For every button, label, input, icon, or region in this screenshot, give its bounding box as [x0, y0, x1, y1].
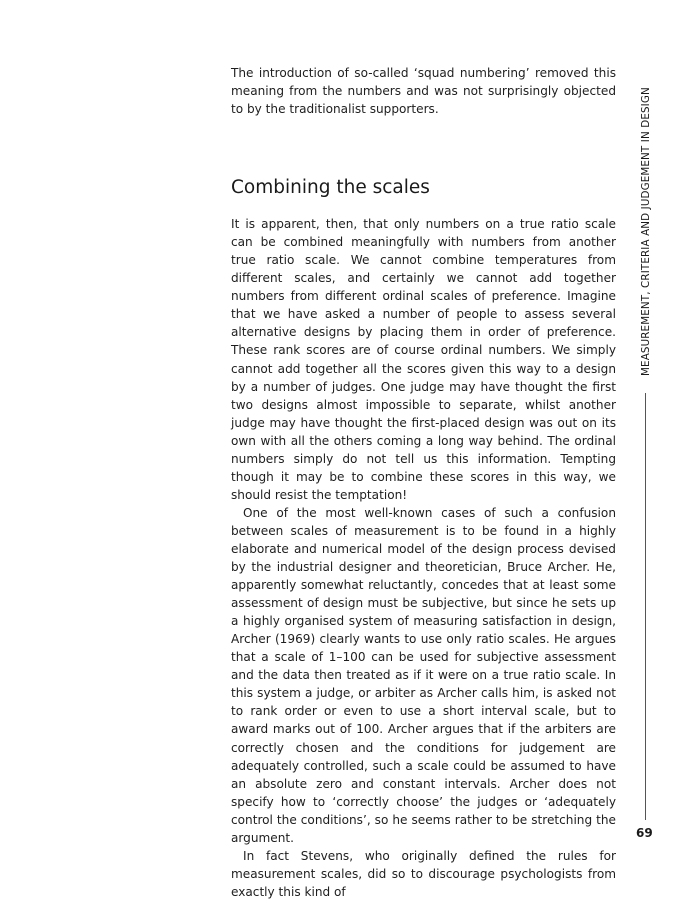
- body-paragraph: In fact Stevens, who originally defined the rules for measurement scales, did so to discourage psychologists from exactly this kind of: [231, 848, 616, 899]
- margin-rule: [645, 393, 646, 820]
- page-number: 69: [636, 826, 653, 840]
- body-paragraph: The introduction of so-called ‘squad numbering’ removed this meaning from the numbers and was not surprisingly objected to by the traditionalist supporters.: [231, 66, 616, 117]
- body-paragraph: It is apparent, then, that only numbers on a true ratio scale can be combined meaningfully with numbers from another true ratio scale. We cannot combine temperatures from different scales, and certainly we cannot add together numbers from different ordinal scales of preference. Imagine that we have asked a number of people to assess several alternative designs by placing them in order of preference. These rank scores are of course ordinal numbers. We simply cannot add together all the scores given this way to a design by a number of judges. One judge may have thought the first two designs almost impossible to separate, whilst another judge may have thought the first-placed design was out on its own with all the others coming a long way behind. The ordinal numbers simply do not tell us this information. Tempting though it may be to combine these scores in this way, we should resist the temptation!: [231, 217, 616, 502]
- running-head: MEASUREMENT, CRITERIA AND JUDGEMENT IN DESIGN: [640, 87, 652, 376]
- body-paragraph: One of the most well-known cases of such a confusion between scales of measurement is to be found in a highly elaborate and numerical model of the design process devised by the industrial designer and theoretician, Bruce Archer. He, apparently somewhat reluctantly, concedes that at least some assessment of design must be subjective, but since he sets up a highly organised system of measuring satisfaction in design, Archer (1969) clearly wants to use only ratio scales. He argues that a scale of 1–100 can be used for subjective assessment and the data then treated as if it were on a true ratio scale. In this system a judge, or arbiter as Archer calls him, is asked not to rank order or even to use a short interval scale, but to award marks out of 100. Archer argues that if the arbiters are correctly chosen and the conditions for judgement are adequately controlled, such a scale could be assumed to have an absolute zero and constant intervals. Archer does not specify how to ‘correctly choose’ the judges or ‘adequately control the conditions’, so he seems rather to be stretching the argument.: [231, 505, 616, 845]
- main-text-column: [231, 64, 616, 901]
- section-heading: Combining the scales: [231, 177, 430, 199]
